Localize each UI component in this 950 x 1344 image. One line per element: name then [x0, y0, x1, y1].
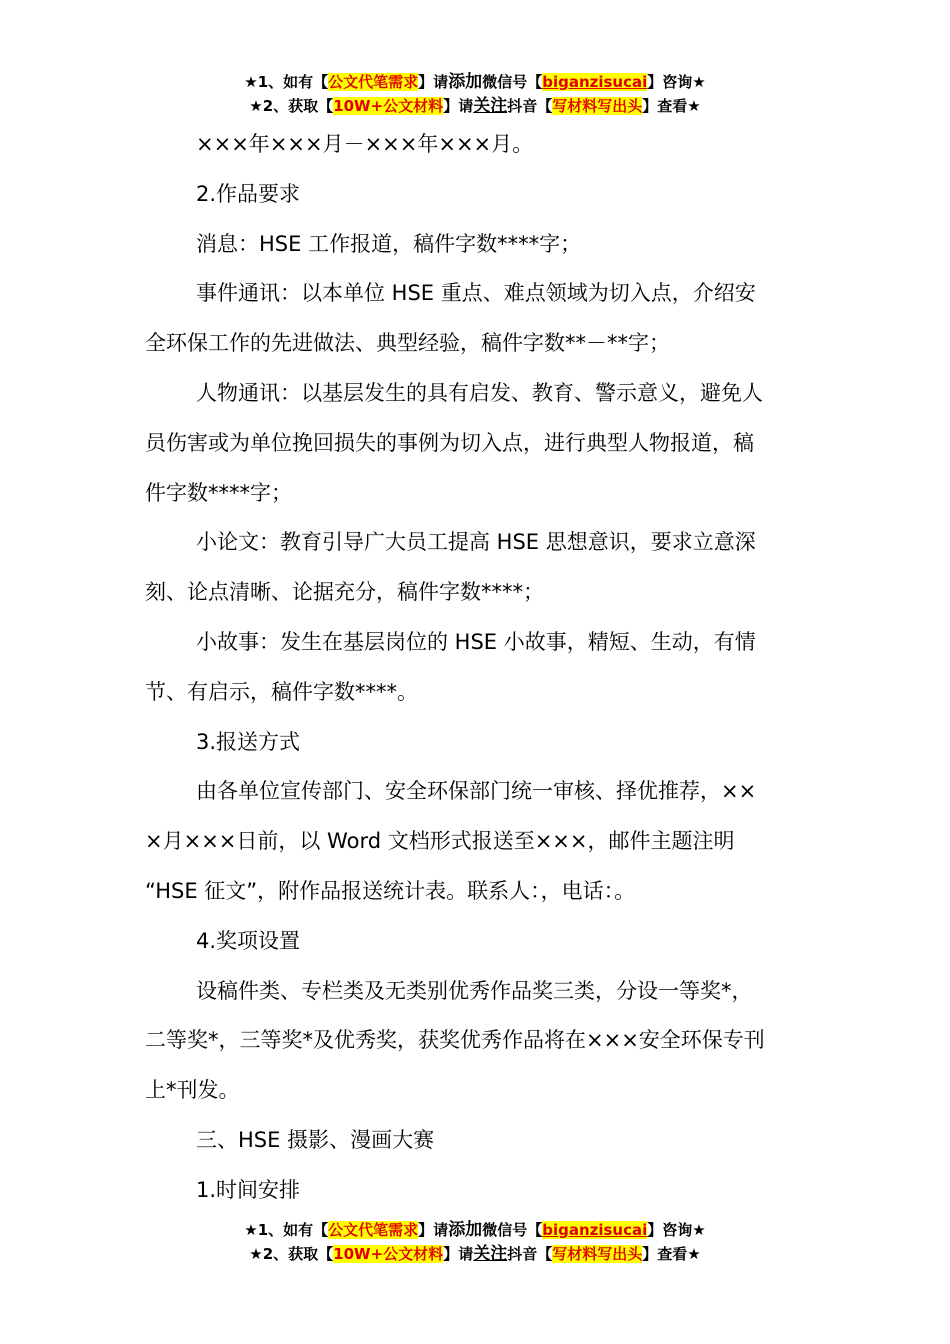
wechat-id: biganzisucai — [542, 1221, 648, 1239]
paragraph-line: 事件通讯：以本单位 HSE 重点、难点领域为切入点，介绍安 — [196, 281, 756, 306]
banner-text: 】请 — [418, 73, 449, 91]
banner-line-1 — [0, 1218, 950, 1242]
paragraph-line: 设稿件类、专栏类及无类别优秀作品奖三类，分设一等奖*， — [196, 978, 753, 1003]
banner-text: 】咨询★ — [647, 1221, 706, 1239]
paragraph-line: 小论文：教育引导广大员工提高 HSE 思想意识，要求立意深 — [196, 530, 756, 555]
banner-emphasis: 关注 — [473, 1244, 508, 1264]
banner-highlight: 公文代笔需求 — [328, 1221, 419, 1239]
paragraph-line: ×月×××日前，以 Word 文档形式报送至×××，邮件主题注明 — [145, 829, 735, 854]
paragraph-line: 员伤害或为单位挽回损失的事例为切入点，进行典型人物报道，稿 — [145, 430, 754, 455]
banner-text: 】查看★ — [642, 1245, 701, 1263]
footer-banner — [0, 1218, 950, 1266]
douyin-account: 写材料写出头 — [552, 1245, 643, 1263]
date-range-line: ×××年×××月－×××年×××月。 — [196, 132, 534, 156]
star-icon: ★ — [244, 73, 258, 91]
document-body — [145, 120, 807, 1216]
douyin-account: 写材料写出头 — [552, 97, 643, 115]
banner-text: 】查看★ — [642, 97, 701, 115]
chapter-heading: 三、HSE 摄影、漫画大赛 — [196, 1127, 435, 1152]
banner-text: 2、获取【 — [262, 97, 334, 115]
banner-emphasis: 添加 — [448, 72, 483, 92]
banner-line-2 — [0, 94, 950, 118]
star-icon: ★ — [249, 1245, 263, 1263]
banner-emphasis: 关注 — [473, 96, 508, 116]
section-heading: 2.作品要求 — [196, 181, 301, 206]
section-heading: 4.奖项设置 — [196, 928, 301, 953]
banner-text: 】请 — [443, 1245, 474, 1263]
banner-line-1 — [0, 70, 950, 94]
banner-text: 】咨询★ — [647, 73, 706, 91]
banner-text: 微信号【 — [482, 73, 543, 91]
star-icon: ★ — [249, 97, 263, 115]
wechat-id: biganzisucai — [542, 73, 648, 91]
header-banner — [0, 70, 950, 118]
paragraph-line: 消息：HSE 工作报道，稿件字数****字； — [196, 231, 582, 256]
section-heading: 3.报送方式 — [196, 729, 301, 754]
section-heading: 1.时间安排 — [196, 1177, 301, 1202]
paragraph-line: 全环保工作的先进做法、典型经验，稿件字数**－**字； — [145, 331, 670, 356]
banner-line-2 — [0, 1242, 950, 1266]
banner-highlight: 10W+公文材料 — [333, 1245, 444, 1263]
paragraph-line: 节、有启示，稿件字数****。 — [145, 679, 418, 704]
banner-text: 】请 — [418, 1221, 449, 1239]
banner-highlight: 公文代笔需求 — [328, 73, 419, 91]
banner-text: 抖音【 — [507, 97, 553, 115]
star-icon: ★ — [244, 1221, 258, 1239]
paragraph-line: 件字数****字； — [145, 480, 292, 505]
banner-text: 抖音【 — [507, 1245, 553, 1263]
paragraph-line: 由各单位宣传部门、安全环保部门统一审核、择优推荐，×× — [196, 779, 757, 804]
paragraph-line: 人物通讯：以基层发生的具有启发、教育、警示意义，避免人 — [196, 380, 763, 405]
banner-text: 1、如有【 — [257, 1221, 329, 1239]
paragraph-line: 刻、论点清晰、论据充分，稿件字数****； — [145, 580, 544, 605]
banner-highlight: 10W+公文材料 — [333, 97, 444, 115]
banner-text: 】请 — [443, 97, 474, 115]
paragraph-line: 二等奖*，三等奖*及优秀奖，获奖优秀作品将在×××安全环保专刊 — [145, 1028, 765, 1053]
paragraph-line: 小故事：发生在基层岗位的 HSE 小故事，精短、生动，有情 — [196, 629, 756, 654]
banner-emphasis: 添加 — [448, 1220, 483, 1240]
paragraph-line: “HSE 征文”，附作品报送统计表。联系人：，电话：。 — [145, 878, 636, 903]
paragraph-line: 上*刊发。 — [145, 1078, 240, 1103]
banner-text: 2、获取【 — [262, 1245, 334, 1263]
banner-text: 1、如有【 — [257, 73, 329, 91]
banner-text: 微信号【 — [482, 1221, 543, 1239]
